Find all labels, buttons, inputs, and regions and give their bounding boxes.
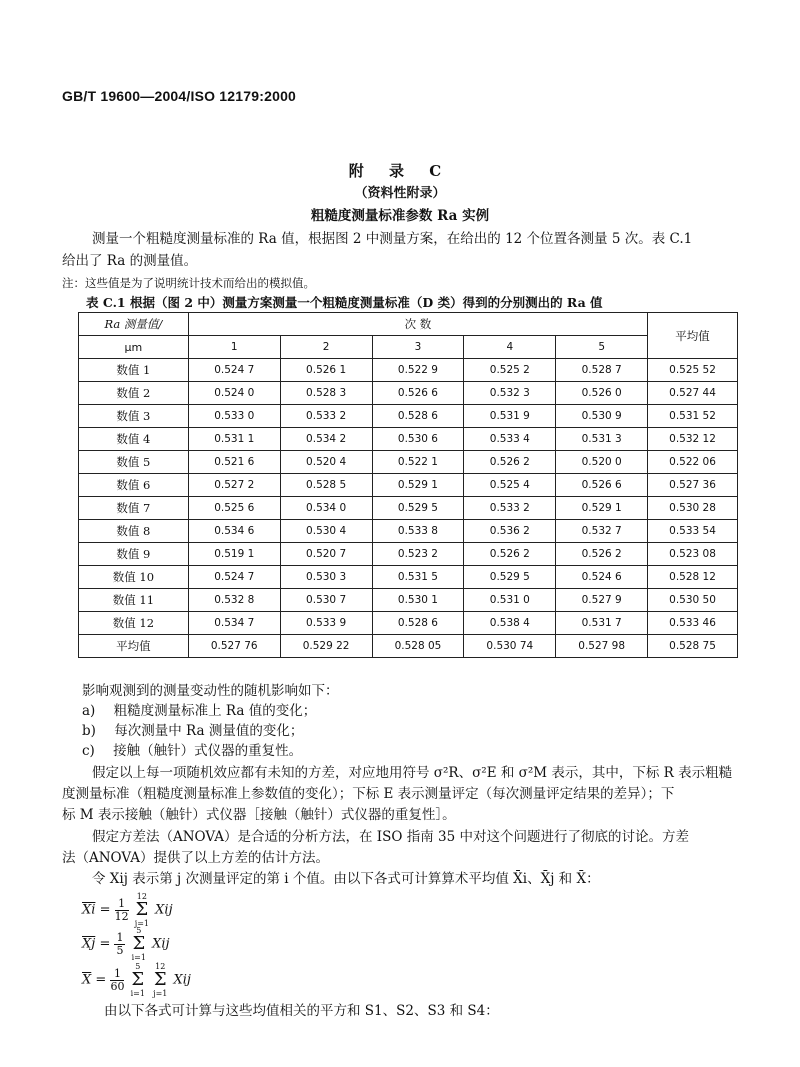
row-label: 数值 4 [79,428,189,451]
table-row [79,382,738,405]
value-cell: 0.528 6 [372,612,464,635]
list-marker: a) [82,703,96,719]
value-cell: 0.527 9 [556,589,648,612]
anova-line-1: 假定方差法（ANOVA）是合适的分析方法，在 ISO 指南 35 中对这个问题进行了彻底的讨论。方差 [92,829,689,845]
value-cell: 0.529 22 [280,635,372,658]
average-cell: 0.528 75 [648,635,738,658]
sigma-symbol: 12 Σ j=1 [153,962,168,998]
row-label: 数值 11 [79,589,189,612]
influence-item-c [82,740,302,762]
value-cell: 0.522 1 [372,451,464,474]
average-cell: 0.522 06 [648,451,738,474]
value-cell: 0.528 7 [556,359,648,382]
value-cell: 0.524 7 [188,359,280,382]
row-label: 数值 8 [79,520,189,543]
equals-sign: = [99,936,111,952]
column-number: 3 [372,336,464,359]
value-cell: 0.531 5 [372,566,464,589]
value-cell: 0.534 7 [188,612,280,635]
table-row [79,405,738,428]
average-cell: 0.528 12 [648,566,738,589]
table-row [79,359,738,382]
value-cell: 0.530 6 [372,428,464,451]
influence-item-a [82,700,316,722]
value-cell: 0.534 0 [280,497,372,520]
average-cell: 0.523 08 [648,543,738,566]
value-cell: 0.538 4 [464,612,556,635]
standard-number-header: GB/T 19600—2004/ISO 12179:2000 [62,88,297,104]
row-label: 平均值 [79,635,189,658]
value-cell: 0.536 2 [464,520,556,543]
table-row [79,589,738,612]
value-cell: 0.530 7 [280,589,372,612]
value-cell: 0.526 2 [556,543,648,566]
assumption-line-1: 假定以上每一项随机效应都有未知的方差，对应地用符号 σ²R、σ²E 和 σ²M 表示，其中，下标 R 表示粗糙 [92,765,733,781]
table-row [79,566,738,589]
value-cell: 0.523 2 [372,543,464,566]
table-row [79,635,738,658]
value-cell: 0.526 6 [556,474,648,497]
table-row [79,543,738,566]
row-label: 数值 2 [79,382,189,405]
table-caption: 表 C.1 根据（图 2 中）测量方案测量一个粗糙度测量标准（D 类）得到的分别测出的 Ra 值 [86,295,603,310]
value-cell: 0.530 74 [464,635,556,658]
influences-intro: 影响观测到的测量变动性的随机影响如下： [82,683,339,699]
value-cell: 0.521 6 [188,451,280,474]
sigma-symbol: 12 Σ j=1 [134,892,150,928]
value-cell: 0.533 2 [464,497,556,520]
equals-sign: = [95,972,107,988]
value-cell: 0.525 6 [188,497,280,520]
average-cell: 0.533 46 [648,612,738,635]
note-text: 注：这些值是为了说明统计技术而给出的模拟值。 [62,276,315,290]
value-cell: 0.528 6 [372,405,464,428]
value-cell: 0.529 1 [556,497,648,520]
value-cell: 0.527 76 [188,635,280,658]
average-cell: 0.527 44 [648,382,738,405]
row-label: 数值 3 [79,405,189,428]
table-row [79,612,738,635]
row-label: 数值 9 [79,543,189,566]
assumption-line-2: 度测量标准（粗糙度测量标准上参数值的变化）；下标 E 表示测量评定（每次测量评定结果的差异）；下 [62,786,675,802]
value-cell: 0.520 4 [280,451,372,474]
column-number: 2 [280,336,372,359]
value-cell: 0.533 0 [188,405,280,428]
row-label: 数值 5 [79,451,189,474]
value-cell: 0.525 2 [464,359,556,382]
list-text: 接触（触针）式仪器的重复性。 [113,743,303,759]
value-cell: 0.529 5 [372,497,464,520]
value-cell: 0.526 1 [280,359,372,382]
formula-term: Xij [173,972,191,988]
anova-line-2: 法（ANOVA）提供了以上方差的估计方法。 [62,850,329,866]
closing-text: 由以下各式可计算与这些均值相关的平方和 S1、S2、S3 和 S4： [104,1003,499,1019]
value-cell: 0.527 2 [188,474,280,497]
formula-lhs: $\overline{Xj}$ [82,936,96,952]
value-cell: 0.532 3 [464,382,556,405]
average-header: 平均值 [648,313,738,359]
value-cell: 0.524 7 [188,566,280,589]
value-cell: 0.530 1 [372,589,464,612]
value-cell: 0.527 98 [556,635,648,658]
value-cell: 0.533 2 [280,405,372,428]
row-label: 数值 1 [79,359,189,382]
average-cell: 0.532 12 [648,428,738,451]
value-cell: 0.533 9 [280,612,372,635]
value-cell: 0.522 9 [372,359,464,382]
list-text: 每次测量中 Ra 测量值的变化； [114,723,304,739]
row-label: 数值 12 [79,612,189,635]
value-cell: 0.526 0 [556,382,648,405]
group-header: 次 数 [188,313,647,336]
value-cell: 0.524 6 [556,566,648,589]
formula-grand-mean [82,962,191,998]
value-cell: 0.530 3 [280,566,372,589]
corner-header-line2: μm [79,336,189,359]
value-cell: 0.532 7 [556,520,648,543]
formula-row-mean [82,892,173,928]
value-cell: 0.532 8 [188,589,280,612]
average-cell: 0.525 52 [648,359,738,382]
value-cell: 0.533 4 [464,428,556,451]
formula-lhs: $\overline{X}$ [82,972,92,988]
table-row [79,451,738,474]
measurement-table [78,312,738,658]
list-marker: b) [82,723,96,739]
column-number: 1 [188,336,280,359]
appendix-subtitle: （资料性附录） [354,186,446,201]
column-number: 5 [556,336,648,359]
average-cell: 0.530 50 [648,589,738,612]
sigma-symbol: 5 Σ i=1 [130,962,145,998]
formula-column-mean [82,926,170,962]
value-cell: 0.534 6 [188,520,280,543]
equals-sign: = [99,902,111,918]
sigma-symbol: 5 Σ i=1 [131,926,146,962]
value-cell: 0.531 7 [556,612,648,635]
fraction: $\frac{1}{12}$ [114,896,129,923]
assumption-line-3: 标 M 表示接触（触针）式仪器［接触（触针）式仪器的重复性］。 [62,807,456,823]
value-cell: 0.528 05 [372,635,464,658]
average-cell: 0.530 28 [648,497,738,520]
average-cell: 0.531 52 [648,405,738,428]
intro-line-1: 测量一个粗糙度测量标准的 Ra 值，根据图 2 中测量方案，在给出的 12 个位置各测量 5 次。表 C.1 [92,231,693,247]
value-cell: 0.528 5 [280,474,372,497]
table-row [79,520,738,543]
average-cell: 0.533 54 [648,520,738,543]
formula-lhs: $\overline{Xi}$ [82,902,96,918]
value-cell: 0.526 2 [464,543,556,566]
value-cell: 0.526 2 [464,451,556,474]
appendix-heading: 粗糙度测量标准参数 Ra 实例 [310,208,490,224]
table-row [79,497,738,520]
list-text: 粗糙度测量标准上 Ra 值的变化； [113,703,317,719]
value-cell: 0.531 1 [188,428,280,451]
formula-term: Xij [155,902,173,918]
value-cell: 0.529 5 [464,566,556,589]
row-label: 数值 7 [79,497,189,520]
definition-text: 令 Xij 表示第 j 次测量评定的第 i 个值。由以下各式可计算算术平均值 X̄i、X̄j 和 X̄： [92,871,600,887]
fraction: $\frac{1}{5}$ [116,930,124,957]
value-cell: 0.525 4 [464,474,556,497]
row-label: 数值 10 [79,566,189,589]
value-cell: 0.524 0 [188,382,280,405]
influence-item-b [82,720,303,742]
corner-header-line1: Ra 测量值/ [79,313,189,336]
formula-term: Xij [152,936,170,952]
table-row [79,474,738,497]
value-cell: 0.526 6 [372,382,464,405]
table-body [79,359,738,658]
value-cell: 0.531 9 [464,405,556,428]
value-cell: 0.531 3 [556,428,648,451]
appendix-title: 附 录 C [348,162,452,180]
value-cell: 0.533 8 [372,520,464,543]
value-cell: 0.534 2 [280,428,372,451]
average-cell: 0.527 36 [648,474,738,497]
value-cell: 0.530 4 [280,520,372,543]
column-number: 4 [464,336,556,359]
value-cell: 0.529 1 [372,474,464,497]
value-cell: 0.520 0 [556,451,648,474]
row-label: 数值 6 [79,474,189,497]
list-marker: c) [82,743,95,759]
value-cell: 0.530 9 [556,405,648,428]
value-cell: 0.528 3 [280,382,372,405]
fraction: $\frac{1}{60}$ [110,966,125,993]
table-row [79,428,738,451]
value-cell: 0.531 0 [464,589,556,612]
intro-line-2: 给出了 Ra 的测量值。 [62,253,198,269]
value-cell: 0.520 7 [280,543,372,566]
value-cell: 0.519 1 [188,543,280,566]
